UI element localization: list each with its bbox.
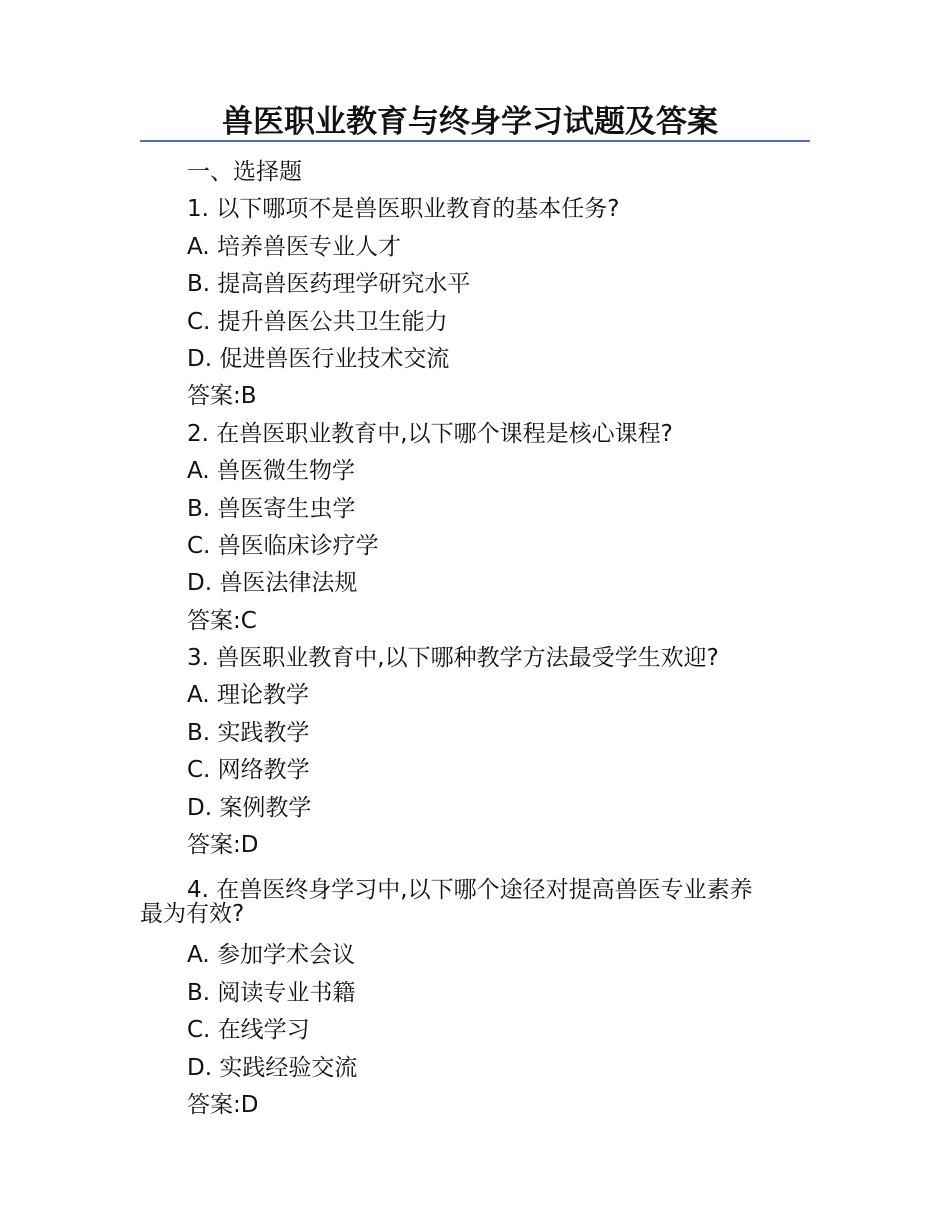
question-stem: 3. 兽医职业教育中,以下哪种教学方法最受学生欢迎? (187, 645, 719, 672)
document-content (140, 154, 827, 1124)
question-stem-line2: 最为有效? (140, 901, 245, 928)
option-b: B. 兽医寄生虫学 (187, 495, 356, 522)
option-b: B. 提高兽医药理学研究水平 (187, 271, 471, 298)
section-heading: 一、选择题 (187, 159, 302, 185)
document-title: 兽医职业教育与终身学习试题及答案 (222, 104, 718, 140)
option-a: A. 参加学术会议 (187, 942, 355, 969)
option-d: D. 案例教学 (187, 794, 312, 821)
question-stem: 1. 以下哪项不是兽医职业教育的基本任务? (187, 196, 620, 223)
answer-line: 答案:B (187, 383, 257, 410)
option-d: D. 促进兽医行业技术交流 (187, 345, 450, 372)
option-d: D. 兽医法律法规 (187, 570, 358, 597)
answer-line: 答案:D (187, 1091, 259, 1118)
option-c: C. 兽医临床诊疗学 (187, 532, 379, 559)
option-c: C. 在线学习 (187, 1017, 310, 1044)
option-b: B. 阅读专业书籍 (187, 979, 356, 1006)
option-a: A. 理论教学 (187, 682, 309, 709)
option-c: C. 提升兽医公共卫生能力 (187, 308, 448, 335)
option-a: A. 兽医微生物学 (187, 458, 355, 485)
option-d: D. 实践经验交流 (187, 1054, 358, 1081)
answer-line: 答案:D (187, 832, 259, 859)
option-a: A. 培养兽医专业人才 (187, 233, 401, 260)
question-stem-line1: 4. 在兽医终身学习中,以下哪个途径对提高兽医专业素养 (187, 877, 753, 904)
option-b: B. 实践教学 (187, 719, 310, 746)
option-c: C. 网络教学 (187, 757, 310, 784)
title-block (140, 100, 810, 142)
question-stem: 2. 在兽医职业教育中,以下哪个课程是核心课程? (187, 420, 673, 447)
answer-line: 答案:C (187, 607, 257, 634)
